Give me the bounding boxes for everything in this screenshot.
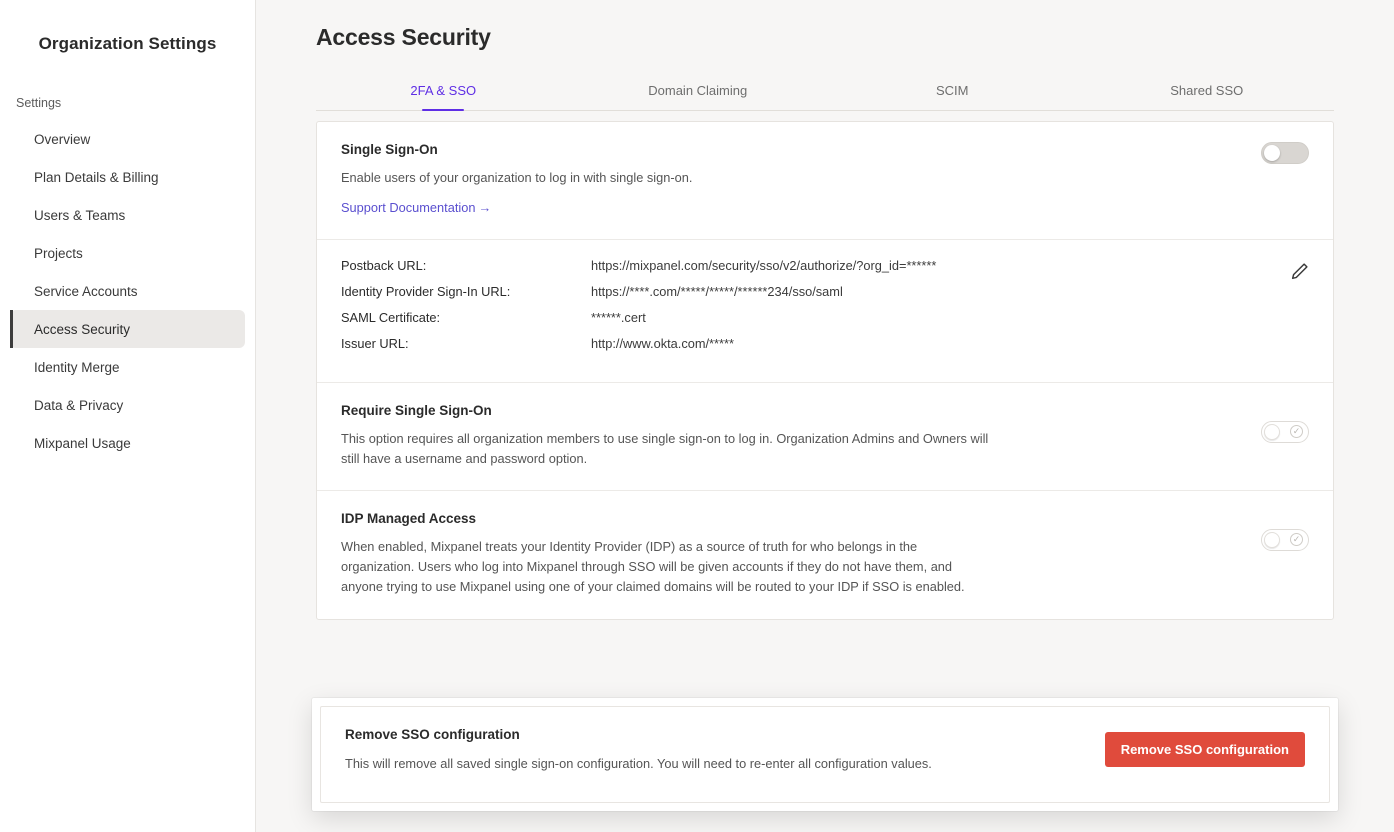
check-icon: ✓ <box>1290 425 1303 438</box>
tab-label: SCIM <box>936 83 969 98</box>
tab-2fa-sso[interactable] <box>316 73 571 110</box>
tab-scim[interactable] <box>825 73 1080 110</box>
config-row-saml-certificate <box>341 310 1309 325</box>
sidebar-item-identity-merge-wrap <box>10 348 245 386</box>
config-value: https://mixpanel.com/security/sso/v2/authorize/?org_id=****** <box>591 257 937 273</box>
sidebar-item-plan-details-billing-wrap <box>10 158 245 196</box>
sidebar-item-service-accounts-wrap <box>10 272 245 310</box>
idp-managed-access-toggle[interactable] <box>1261 529 1309 551</box>
page-title: Access Security <box>316 24 491 50</box>
sidebar-item-overview[interactable] <box>10 120 245 158</box>
idp-managed-access-title: IDP Managed Access <box>341 511 477 527</box>
sidebar-item-access-security[interactable] <box>10 310 245 348</box>
require-single-sign-on-title: Require Single Sign-On <box>341 402 492 418</box>
config-row-postback-url <box>341 258 1309 273</box>
config-row-idp-signin-url <box>341 284 1309 299</box>
toggle-knob <box>1264 532 1280 548</box>
config-row-issuer-url <box>341 336 1309 351</box>
settings-card <box>316 121 1334 620</box>
remove-sso-dialog <box>312 698 1338 811</box>
bottom-spacer <box>512 826 1394 832</box>
sidebar-section-label: Settings <box>16 96 62 110</box>
sidebar-item-label: Access Security <box>34 321 131 337</box>
sidebar-item-label: Data & Privacy <box>34 397 124 413</box>
require-single-sign-on-toggle[interactable] <box>1261 421 1309 443</box>
sidebar-item-data-privacy[interactable] <box>10 386 245 424</box>
tab-label: Shared SSO <box>1170 83 1244 98</box>
tab-label: 2FA & SSO <box>410 83 477 98</box>
single-sign-on-title: Single Sign-On <box>341 142 438 157</box>
sidebar-item-label: Mixpanel Usage <box>34 435 131 451</box>
tab-shared-sso[interactable] <box>1080 73 1335 110</box>
sidebar <box>0 0 256 832</box>
config-value: ******.cert <box>591 309 646 325</box>
sidebar-item-label: Overview <box>34 131 91 147</box>
remove-sso-configuration-button[interactable]: Remove SSO configuration <box>1105 732 1305 767</box>
idp-managed-access-section <box>317 491 1333 618</box>
tab-domain-claiming[interactable] <box>571 73 826 110</box>
require-single-sign-on-section <box>317 383 1333 492</box>
single-sign-on-description: Enable users of your organization to log in with single sign-on. <box>341 170 693 185</box>
remove-sso-title: Remove SSO configuration <box>345 727 520 742</box>
sidebar-item-label: Users & Teams <box>34 207 126 223</box>
sidebar-item-label: Identity Merge <box>34 359 120 375</box>
pencil-icon[interactable] <box>1289 260 1311 282</box>
tab-bar <box>316 73 1334 111</box>
config-value: http://www.okta.com/***** <box>591 335 734 351</box>
remove-sso-dialog-body <box>320 706 1330 803</box>
sidebar-item-access-security-wrap <box>10 310 245 348</box>
check-icon: ✓ <box>1290 533 1303 546</box>
arrow-right-icon: → <box>478 199 492 215</box>
sidebar-item-label: Plan Details & Billing <box>34 169 159 185</box>
sidebar-item-projects-wrap <box>10 234 245 272</box>
sidebar-item-users-teams-wrap <box>10 196 245 234</box>
sidebar-item-service-accounts[interactable] <box>10 272 245 310</box>
sidebar-item-label: Service Accounts <box>34 283 138 299</box>
config-value: https://****.com/*****/*****/******234/sso/saml <box>591 283 843 299</box>
sidebar-item-mixpanel-usage-wrap <box>10 424 245 462</box>
single-sign-on-section <box>317 122 1333 240</box>
support-documentation-label: Support Documentation <box>341 199 476 215</box>
sidebar-item-mixpanel-usage[interactable] <box>10 424 245 462</box>
config-label: Identity Provider Sign-In URL: <box>341 283 511 299</box>
toggle-knob <box>1264 145 1280 161</box>
toggle-knob <box>1264 424 1280 440</box>
idp-managed-access-description: When enabled, Mixpanel treats your Identity Provider (IDP) as a source of truth for who belongs in the organization. Users who log into Mixpanel through SSO will be given accounts if they do not have them, and anyone trying to use Mixpanel using one of your claimed domains will be routed to your IDP if SSO is enabled. <box>341 539 965 595</box>
sidebar-item-projects[interactable] <box>10 234 245 272</box>
sidebar-item-plan-details-billing[interactable] <box>10 158 245 196</box>
tab-label: Domain Claiming <box>648 83 748 98</box>
support-documentation-link[interactable] <box>341 200 491 215</box>
config-label: Postback URL: <box>341 257 427 273</box>
config-label: Issuer URL: <box>341 335 409 351</box>
remove-sso-description: This will remove all saved single sign-on configuration. You will need to re-enter all configuration values. <box>345 756 932 771</box>
sidebar-item-label: Projects <box>34 245 83 261</box>
sidebar-item-identity-merge[interactable] <box>10 348 245 386</box>
sidebar-item-users-teams[interactable] <box>10 196 245 234</box>
sidebar-item-data-privacy-wrap <box>10 386 245 424</box>
sso-configuration-details <box>317 240 1333 383</box>
single-sign-on-toggle[interactable] <box>1261 142 1309 164</box>
config-label: SAML Certificate: <box>341 309 441 325</box>
sidebar-title: Organization Settings <box>38 34 217 53</box>
sidebar-item-overview-wrap <box>10 120 245 158</box>
sidebar-nav <box>0 120 255 462</box>
require-single-sign-on-description: This option requires all organization members to use single sign-on to log in. Organization Admins and Owners will still have a username and password option. <box>341 430 989 466</box>
